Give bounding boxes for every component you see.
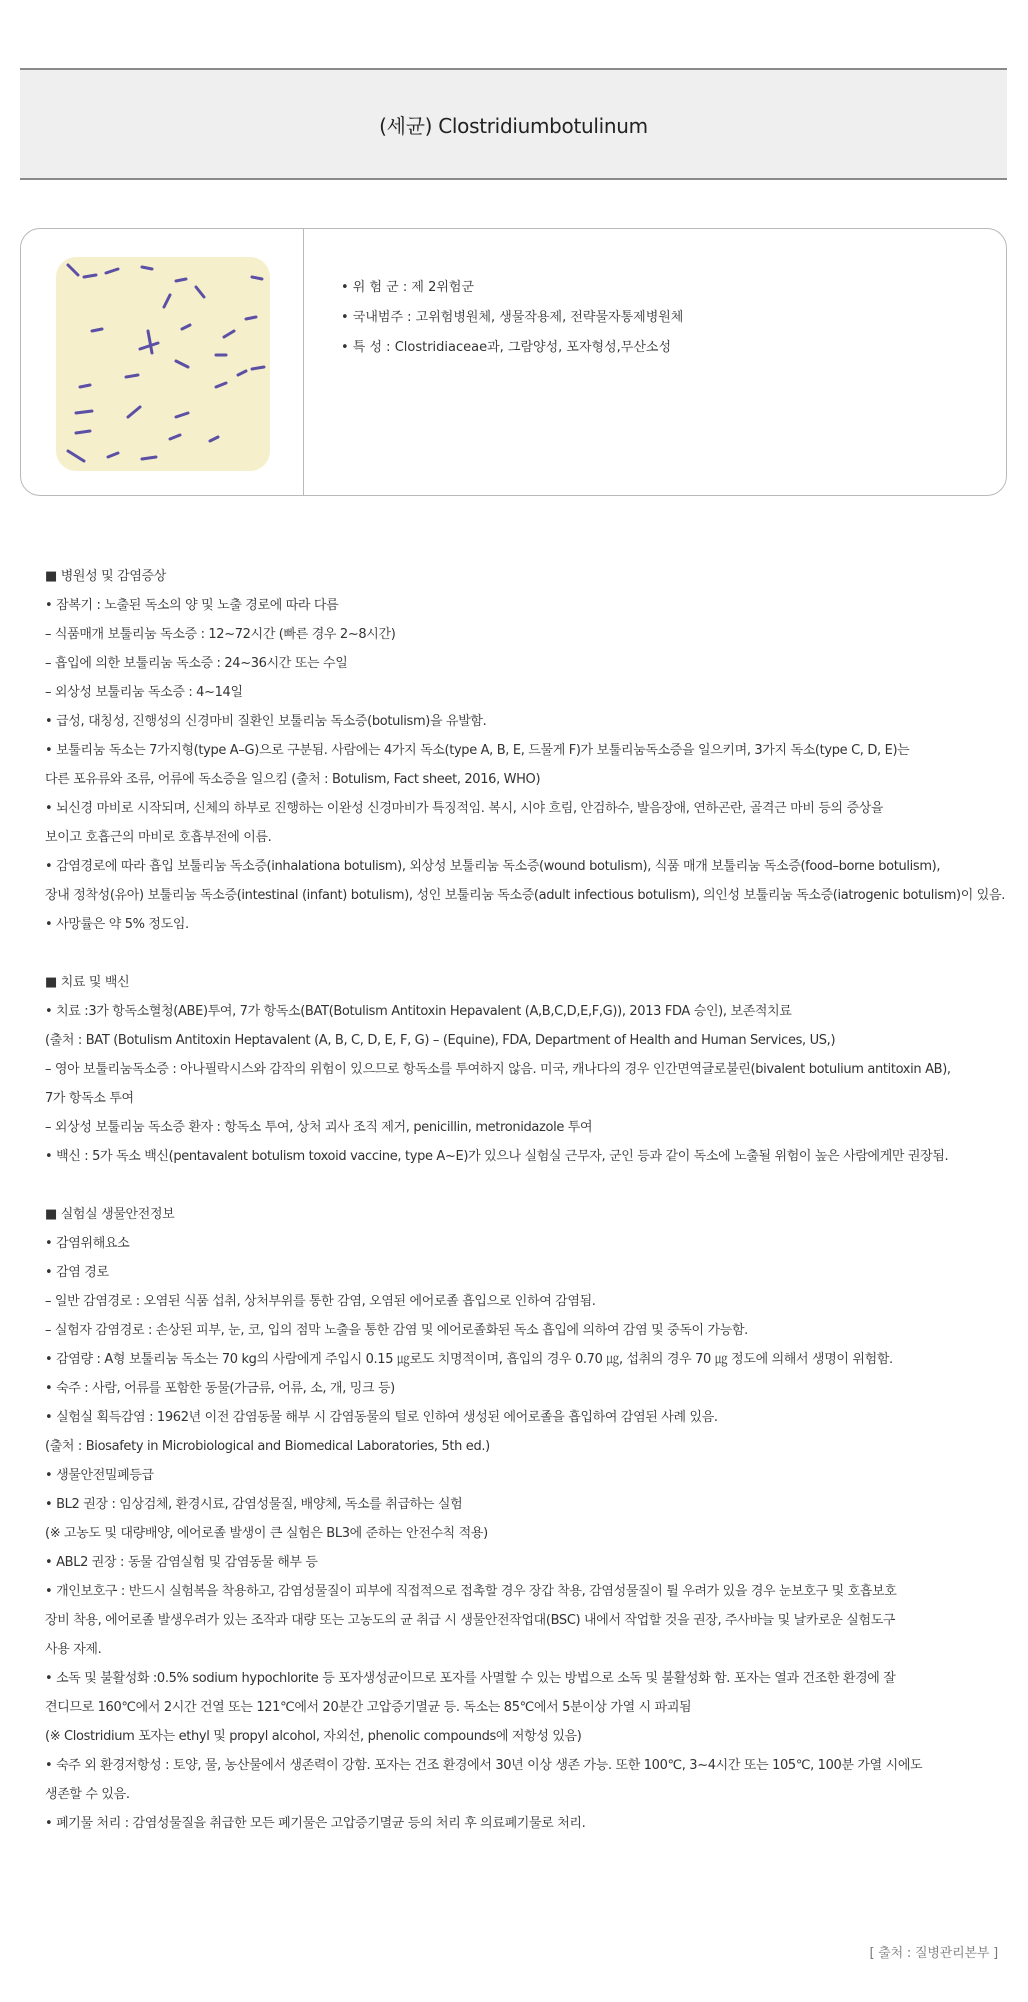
content-line: • 보툴리눔 독소는 7가지형(type A–G)으로 구분됨. 사람에는 4가지 독소(type A, B, E, 드물게 F)가 보툴리눔독소증을 일으키며, 3가지 독소(type C, D, E)는 [45, 743, 910, 758]
content-line: • 급성, 대칭성, 진행성의 신경마비 질환인 보툴리눔 독소증(botulism)을 유발함. [45, 714, 487, 729]
content-line: • 뇌신경 마비로 시작되며, 신체의 하부로 진행하는 이완성 신경마비가 특징적임. 복시, 시야 흐림, 안검하수, 발음장애, 연하곤란, 골격근 마비 등의 증상을 [45, 801, 884, 816]
content-line: • 감염위해요소 [45, 1236, 130, 1251]
content-line: (출처 : Biosafety in Microbiological and Biomedical Laboratories, 5th ed.) [45, 1439, 490, 1454]
content-line: 7가 항독소 투여 [45, 1091, 134, 1106]
content-line: – 외상성 보툴리눔 독소증 : 4~14일 [45, 685, 243, 700]
risk-group-item: • 위 험 군 : 제 2위험군 [341, 280, 475, 295]
content-line: • ABL2 권장 : 동물 감염실험 및 감염동물 해부 등 [45, 1555, 318, 1570]
content-line: 생존할 수 있음. [45, 1787, 130, 1802]
page-title: (세균) Clostridiumbotulinum [379, 113, 648, 138]
info-card [20, 228, 1007, 496]
content-line: 보이고 호흡근의 마비로 호흡부전에 이름. [45, 830, 272, 845]
content-line: • 치료 :3가 항독소혈청(ABE)투여, 7가 항독소(BAT(Botulism Antitoxin Hepavalent (A,B,C,D,E,F,G)), 2013 FDA 승인), 보존적치료 [45, 1004, 792, 1019]
section-heading: ■ 치료 및 백신 [45, 975, 130, 990]
content-line: • 감염경로에 따라 흡입 보툴리눔 독소증(inhalationa botulism), 외상성 보툴리눔 독소증(wound botulism), 식품 매개 보툴리눔 독소증(food–borne botulism), [45, 859, 941, 874]
content-line: • 숙주 : 사람, 어류를 포함한 동물(가금류, 어류, 소, 개, 밍크 등) [45, 1381, 395, 1396]
content-line: • 생물안전밀폐등급 [45, 1468, 154, 1483]
content-line: 사용 자제. [45, 1642, 102, 1657]
content-line: • 감염량 : A형 보툴리눔 독소는 70 kg의 사람에게 주입시 0.15 ㎍로도 치명적이며, 흡입의 경우 0.70 ㎍, 섭취의 경우 70 ㎍ 정도에 의해서 생명이 위험함. [45, 1352, 893, 1367]
characteristics-item: • 특 성 : Clostridiaceae과, 그람양성, 포자형성,무산소성 [341, 340, 672, 355]
content-line: – 식품매개 보툴리눔 독소증 : 12~72시간 (빠른 경우 2~8시간) [45, 627, 396, 642]
content-line: • 개인보호구 : 반드시 실험복을 착용하고, 감염성물질이 피부에 직접적으로 접촉할 경우 장갑 착용, 감염성물질이 튈 우려가 있을 경우 눈보호구 및 호흡보호 [45, 1584, 897, 1599]
content-line: • 숙주 외 환경저항성 : 토양, 물, 농산물에서 생존력이 강함. 포자는 건조 환경에서 30년 이상 생존 가능. 또한 100℃, 3~4시간 또는 105℃, 100분 가열 시에도 [45, 1758, 923, 1773]
content-line: • 소독 및 불활성화 :0.5% sodium hypochlorite 등 포자생성균이므로 포자를 사멸할 수 있는 방법으로 소독 및 불활성화 함. 포자는 열과 건조한 환경에 잘 [45, 1671, 896, 1686]
content-line: – 영아 보툴리눔독소증 : 아나필락시스와 감작의 위험이 있으므로 항독소를 투여하지 않음. 미국, 캐나다의 경우 인간면역글로불린(bivalent botulium antitoxin AB), [45, 1062, 951, 1077]
content-line: (※ Clostridium 포자는 ethyl 및 propyl alcohol, 자외선, phenolic compounds에 저항성 있음) [45, 1729, 582, 1744]
section-heading: ■ 병원성 및 감염증상 [45, 569, 166, 584]
characteristics-list [341, 273, 683, 363]
image-cell [21, 229, 304, 495]
content-line: (출처 : BAT (Botulism Antitoxin Heptavalent (A, B, C, D, E, F, G) – (Equine), FDA, Department of Health and Human Services, US,) [45, 1033, 836, 1048]
content-line: (※ 고농도 및 대량배양, 에어로졸 발생이 큰 실험은 BL3에 준하는 안전수칙 적용) [45, 1526, 488, 1541]
content-line: – 흡입에 의한 보툴리눔 독소증 : 24~36시간 또는 수일 [45, 656, 348, 671]
section-heading: ■ 실험실 생물안전정보 [45, 1207, 175, 1222]
source-note: [ 출처 : 질병관리본부 ] [869, 1946, 998, 1961]
main-content [45, 562, 1005, 1838]
content-line: 장내 정착성(유아) 보툴리눔 독소증(intestinal (infant) botulism), 성인 보툴리눔 독소증(adult infectious botulism), 의인성 보툴리눔 독소증(iatrogenic botulism)이 있음. [45, 888, 1005, 903]
content-line: • 폐기물 처리 : 감염성물질을 취급한 모든 폐기물은 고압증기멸균 등의 처리 후 의료폐기물로 처리. [45, 1816, 586, 1831]
content-line: • 잠복기 : 노출된 독소의 양 및 노출 경로에 따라 다름 [45, 598, 339, 613]
content-line: • BL2 권장 : 임상검체, 환경시료, 감염성물질, 배양체, 독소를 취급하는 실험 [45, 1497, 463, 1512]
section-spacer [45, 939, 1005, 968]
content-line: • 백신 : 5가 독소 백신(pentavalent botulism toxoid vaccine, type A~E)가 있으나 실험실 근무자, 군인 등과 같이 독소에 노출될 위험이 높은 사람에게만 권장됨. [45, 1149, 949, 1164]
content-line: – 외상성 보툴리눔 독소증 환자 : 항독소 투여, 상처 괴사 조직 제거, penicillin, metronidazole 투여 [45, 1120, 593, 1135]
section-spacer [45, 1171, 1005, 1200]
bacteria-micrograph [56, 257, 270, 471]
content-line: 견디므로 160℃에서 2시간 건열 또는 121℃에서 20분간 고압증기멸균 등. 독소는 85℃에서 5분이상 가열 시 파괴됨 [45, 1700, 692, 1715]
content-line: – 일반 감염경로 : 오염된 식품 섭취, 상처부위를 통한 감염, 오염된 에어로졸 흡입으로 인하여 감염됨. [45, 1294, 596, 1309]
bacteria-micrograph-drawing [56, 257, 270, 471]
content-line: • 사망률은 약 5% 정도임. [45, 917, 189, 932]
content-line: • 실험실 획득감염 : 1962년 이전 감염동물 해부 시 감염동물의 털로 인하여 생성된 에어로졸을 흡입하여 감염된 사례 있음. [45, 1410, 718, 1425]
content-line: 다른 포유류와 조류, 어류에 독소증을 일으킴 (출처 : Botulism, Fact sheet, 2016, WHO) [45, 772, 541, 787]
domestic-category-item: • 국내범주 : 고위험병원체, 생물작용제, 전략물자통제병원체 [341, 310, 684, 325]
content-line: 장비 착용, 에어로졸 발생우려가 있는 조작과 대량 또는 고농도의 균 취급 시 생물안전작업대(BSC) 내에서 작업할 것을 권장, 주사바늘 및 날카로운 실험도구 [45, 1613, 896, 1628]
title-bar [20, 68, 1007, 180]
content-line: – 실험자 감염경로 : 손상된 피부, 눈, 코, 입의 점막 노출을 통한 감염 및 에어로졸화된 독소 흡입에 의하여 감염 및 중독이 가능함. [45, 1323, 748, 1338]
content-line: • 감염 경로 [45, 1265, 109, 1280]
